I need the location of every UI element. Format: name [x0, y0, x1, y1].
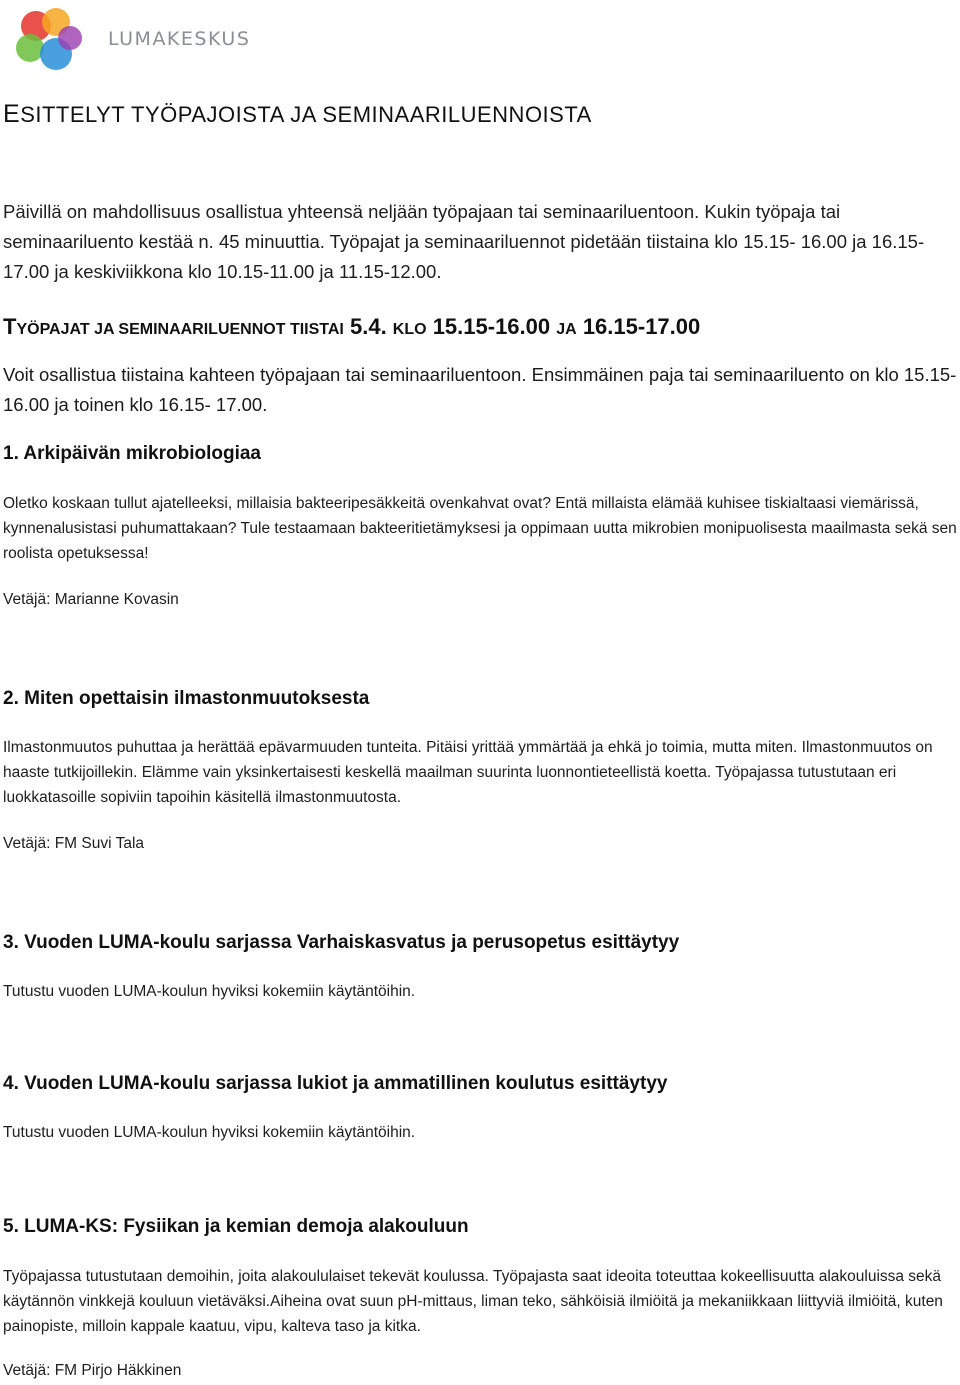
workshop-leader: Vetäjä: FM Pirjo Häkkinen: [3, 1362, 182, 1379]
document-title-rest: SITTELYT TYÖPAJOISTA JA SEMINAARILUENNOISTA: [20, 102, 592, 127]
workshop-title: 2. Miten opettaisin ilmastonmuutoksesta: [3, 688, 370, 709]
workshop-title: 5. LUMA-KS: Fysiikan ja kemian demoja alakouluun: [3, 1216, 469, 1237]
section-heading-time1: 15.15-16.00: [426, 314, 557, 339]
section-heading-klo: KLO: [392, 321, 427, 338]
workshop-description: Työpajassa tutustutaan demoihin, joita alakoululaiset tekevät koulussa. Työpajasta saat ideoita toteuttaa kokeellisuutta alakouluissa sekä käytännön vinkkejä kouluun vietäväksi.Aiheina ovat suun pH-mittaus, liman teko, sähköisiä ilmiöitä ja mekaniikkaan liittyviä ilmiöitä, kuten painopiste, milloin kappale kaatuu, vipu, kalteva taso ja kitka.: [3, 1268, 943, 1335]
workshop-description: Oletko koskaan tullut ajatelleeksi, millaisia bakteeripesäkkeitä ovenkahvat ovat? Entä millaista elämää kuhisee tiskialtaasi viemärissä, kynnenalusistasi puhumattakaan? Tule testaamaan bakteeritietämyksesi ja oppimaan uutta mikrobien monipuolisesta maailmasta sekä sen roolista opetuksessa!: [3, 495, 957, 562]
workshop-leader: Vetäjä: Marianne Kovasin: [3, 591, 179, 608]
workshop-description: Tutustu vuoden LUMA-koulun hyviksi kokemiin käytäntöihin.: [3, 1124, 416, 1141]
workshop-leader: Vetäjä: FM Suvi Tala: [3, 835, 145, 852]
workshop-title: 3. Vuoden LUMA-koulu sarjassa Varhaiskasvatus ja perusopetus esittäytyy: [3, 932, 680, 953]
document-title: [3, 100, 592, 129]
section-heading-ja: JA: [556, 321, 577, 338]
section-intro: Voit osallistua tiistaina kahteen työpajaan tai seminaariluentoon. Ensimmäinen paja tai seminaariluento on klo 15.15- 16.00 ja toinen klo 16.15- 17.00.: [3, 364, 957, 415]
document-title-initial: E: [3, 100, 21, 128]
section-heading-part: YÖPAJAT JA SEMINAARILUENNOT TIISTAI: [16, 321, 344, 338]
logo-mark-icon: [12, 4, 92, 76]
section-heading-initial: T: [3, 314, 17, 339]
logo-text: LUMAKESKUS: [108, 28, 251, 50]
intro-paragraph: Päivillä on mahdollisuus osallistua yhteensä neljään työpajaan tai seminaariluentoon. Kukin työpaja tai seminaariluento kestää n. 45 minuuttia. Työpajat ja seminaariluennot pidetään tiistaina klo 15.15- 16.00 ja 16.15-17.00 ja keskiviikkona klo 10.15-11.00 ja 11.15-12.00.: [3, 201, 925, 282]
workshop-title: 1. Arkipäivän mikrobiologiaa: [3, 443, 261, 464]
workshop-description: Ilmastonmuutos puhuttaa ja herättää epävarmuuden tunteita. Pitäisi yrittää ymmärtää ja ehkä jo toimia, mutta miten. Ilmastonmuutos on haaste tutkijoillekin. Elämme vain yksinkertaisesti keskellä maailman suurinta luonnontieteellistä koetta. Työpajassa tutustutaan eri luokkatasoille sopiviin tapoihin käsitellä ilmastonmuutosta.: [3, 739, 933, 806]
workshop-description: Tutustu vuoden LUMA-koulun hyviksi kokemiin käytäntöihin.: [3, 983, 416, 1000]
section-heading-time2: 16.15-17.00: [576, 314, 701, 339]
lumakeskus-logo: [12, 4, 252, 74]
section-heading: [3, 314, 700, 340]
section-heading-date: 5.4.: [343, 314, 393, 339]
workshop-title: 4. Vuoden LUMA-koulu sarjassa lukiot ja ammatillinen koulutus esittäytyy: [3, 1073, 668, 1094]
